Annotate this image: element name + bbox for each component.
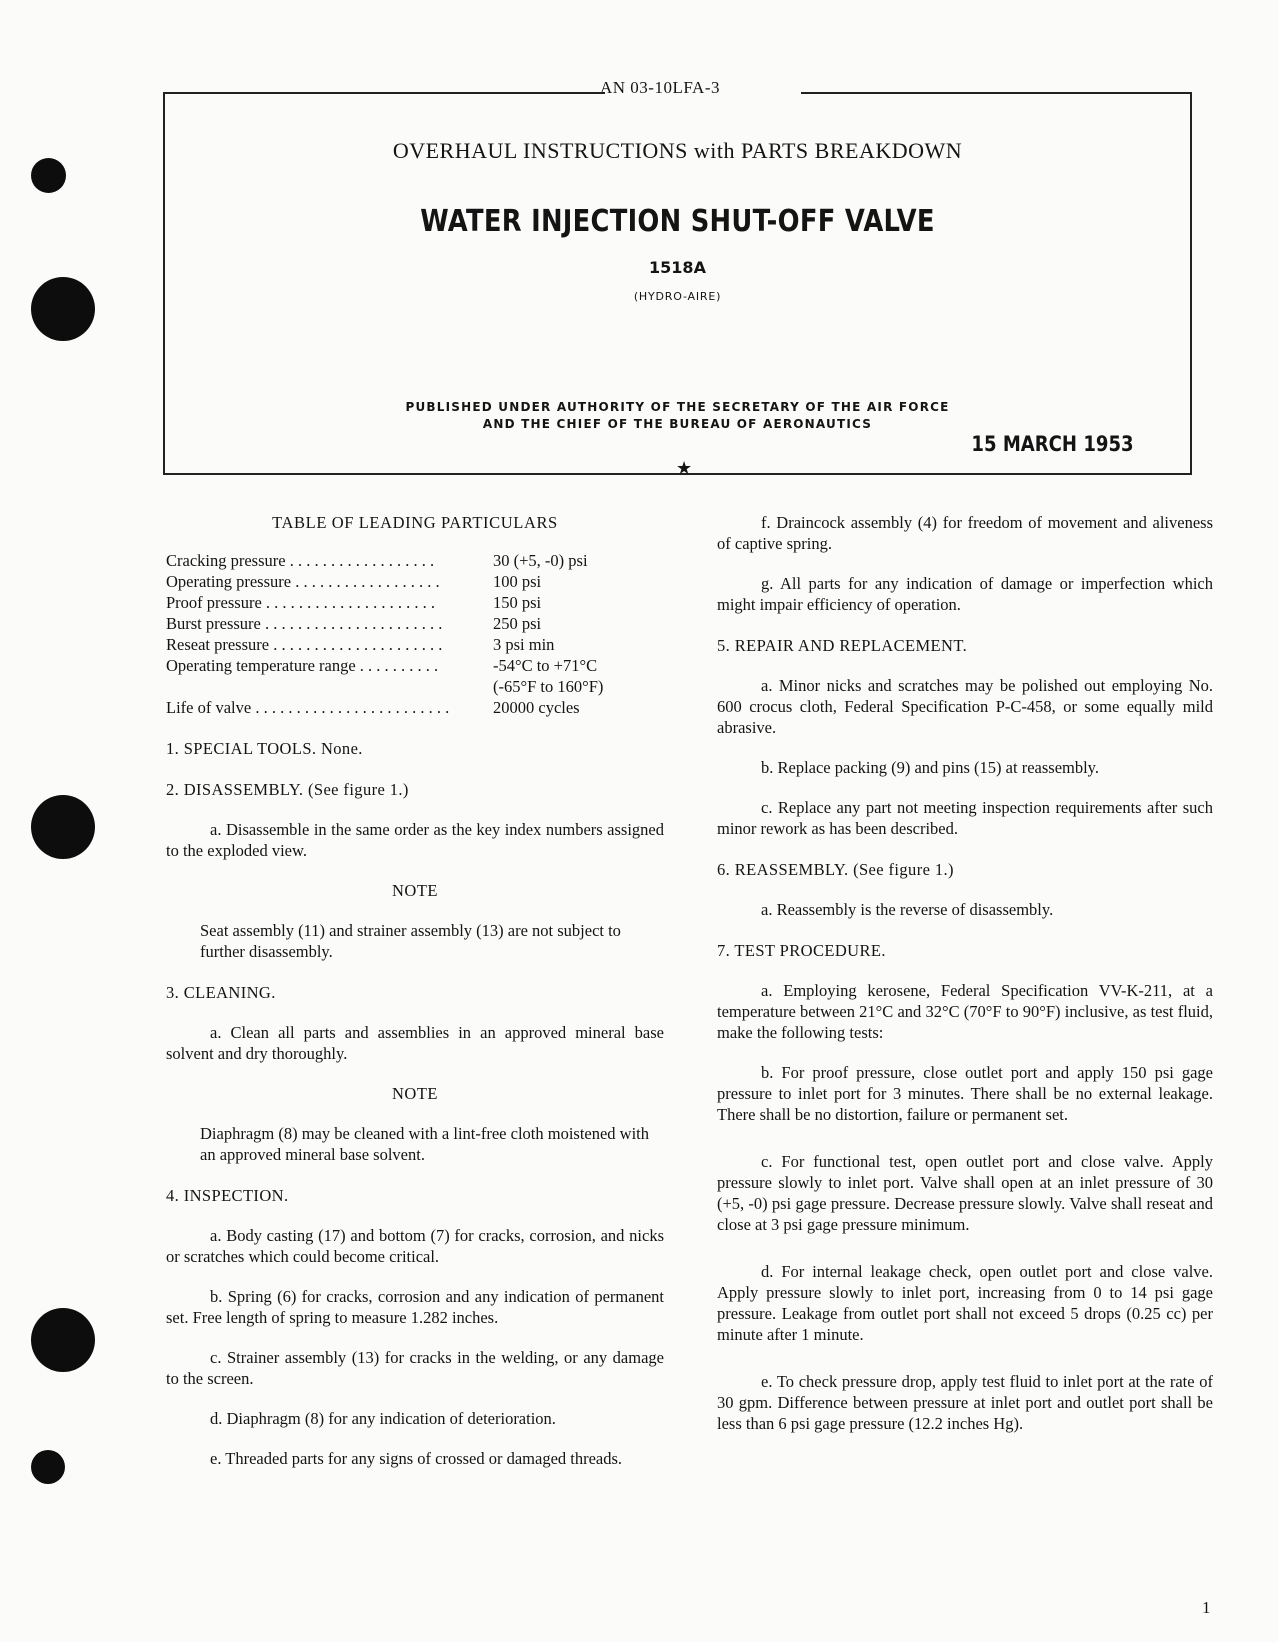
note-text: Seat assembly (11) and strainer assembly (13) are not subject to further disassembly.: [200, 921, 621, 961]
publication-date: 15 MARCH 1953: [971, 432, 1134, 456]
left-column: [166, 512, 664, 1469]
particulars-row: [166, 592, 664, 613]
authority-line: AND THE CHIEF OF THE BUREAU OF AERONAUTICS: [482, 417, 873, 431]
paragraph: a. Minor nicks and scratches may be polished out employing No. 600 crocus cloth, Federal Specification P-C-458, or some equally mild abrasive.: [717, 676, 1213, 737]
particulars-value: 100 psi: [493, 572, 542, 591]
binder-hole: [31, 158, 66, 193]
page-number: 1: [1202, 1598, 1211, 1617]
title-block: [163, 94, 1192, 475]
section-heading: 3. CLEANING.: [166, 983, 276, 1002]
note-heading: NOTE: [392, 1084, 438, 1103]
particulars-value: 20000 cycles: [493, 698, 580, 717]
particulars-value: 150 psi: [493, 593, 542, 612]
binder-hole: [31, 1450, 65, 1484]
section-heading: 4. INSPECTION.: [166, 1186, 289, 1205]
particulars-value: (-65°F to 160°F): [493, 677, 604, 696]
particulars-table: [166, 550, 664, 718]
document-subtitle: OVERHAUL INSTRUCTIONS with PARTS BREAKDOWN: [392, 138, 963, 163]
note-text: Diaphragm (8) may be cleaned with a lint-free cloth moistened with an approved mineral base solvent.: [200, 1124, 650, 1164]
paragraph: g. All parts for any indication of damage or imperfection which might impair efficiency of operation.: [717, 574, 1213, 614]
particulars-value: -54°C to +71°C: [493, 656, 598, 675]
right-column: [717, 512, 1213, 1434]
section-heading: 5. REPAIR AND REPLACEMENT.: [717, 636, 968, 655]
particulars-label: [166, 676, 493, 697]
authority-line: PUBLISHED UNDER AUTHORITY OF THE SECRETARY OF THE AIR FORCE: [405, 400, 950, 414]
paragraph: b. Spring (6) for cracks, corrosion and any indication of permanent set. Free length of spring to measure 1.282 inches.: [166, 1287, 664, 1327]
section-heading: 2. DISASSEMBLY. (See figure 1.): [166, 780, 409, 799]
paragraph: c. For functional test, open outlet port and close valve. Apply pressure slowly to inlet port. Valve shall open at an inlet pressure of 30 (+5, -0) psi gage pressure. Decrease pressure slowly. Valve shall reseat and close at 3 psi gage pressure minimum.: [717, 1152, 1213, 1234]
note-heading: NOTE: [392, 881, 438, 900]
paragraph: b. For proof pressure, close outlet port and apply 150 psi gage pressure to inlet port for 3 minutes. There shall be no external leakage. There shall be no distortion, failure or permanent set.: [717, 1063, 1213, 1124]
title-block-border: [801, 92, 1192, 94]
particulars-value: 250 psi: [493, 614, 542, 633]
paragraph: a. Employing kerosene, Federal Specification VV-K-211, at a temperature between 21°C and 32°C (70°F to 90°F) inclusive, as test fluid, make the following tests:: [717, 981, 1213, 1042]
particulars-label: Reseat pressure . . . . . . . . . . . . . . . . . . . . .: [166, 635, 443, 654]
particulars-row: [166, 550, 664, 571]
particulars-label: Life of valve . . . . . . . . . . . . . . . . . . . . . . . .: [166, 698, 450, 717]
paragraph: a. Reassembly is the reverse of disassembly.: [761, 900, 1054, 919]
binder-hole: [31, 1308, 95, 1372]
particulars-value: 30 (+5, -0) psi: [493, 551, 588, 570]
particulars-label: Operating pressure . . . . . . . . . . . . . . . . . .: [166, 572, 440, 591]
particulars-value: 3 psi min: [493, 635, 555, 654]
manufacturer: (HYDRO-AIRE): [633, 290, 722, 303]
model-number: 1518A: [649, 258, 706, 277]
paragraph: c. Strainer assembly (13) for cracks in the welding, or any damage to the screen.: [166, 1348, 664, 1388]
binder-hole: [31, 277, 95, 341]
paragraph: d. For internal leakage check, open outlet port and close valve. Apply pressure slowly to inlet port, increasing from 0 to 14 psi gage pressure. Leakage from outlet port shall not exceed 5 drops (0.25 cc) per minute after 1 minute.: [717, 1262, 1213, 1344]
section-heading: 6. REASSEMBLY. (See figure 1.): [717, 860, 954, 879]
particulars-row: [166, 655, 664, 676]
section-heading: 7. TEST PROCEDURE.: [717, 941, 886, 960]
particulars-label: Cracking pressure . . . . . . . . . . . . . . . . . .: [166, 551, 435, 570]
authority-statement: [165, 399, 1190, 433]
paragraph: d. Diaphragm (8) for any indication of deterioration.: [210, 1409, 556, 1428]
paragraph: a. Clean all parts and assemblies in an approved mineral base solvent and dry thoroughly.: [166, 1023, 664, 1063]
particulars-label: Burst pressure . . . . . . . . . . . . . . . . . . . . . .: [166, 614, 443, 633]
paragraph: a. Body casting (17) and bottom (7) for cracks, corrosion, and nicks or scratches which could become critical.: [166, 1226, 664, 1266]
particulars-row: [166, 613, 664, 634]
particulars-heading: TABLE OF LEADING PARTICULARS: [272, 513, 558, 532]
document-number: AN 03-10LFA-3: [600, 78, 720, 97]
paragraph: e. Threaded parts for any signs of crossed or damaged threads.: [210, 1449, 623, 1468]
binder-hole: [31, 795, 95, 859]
paragraph: c. Replace any part not meeting inspection requirements after such minor rework as has been described.: [717, 798, 1213, 838]
particulars-row: [166, 697, 664, 718]
paragraph: e. To check pressure drop, apply test fluid to inlet port at the rate of 30 gpm. Difference between pressure at inlet port and outlet port shall be less than 6 psi gage pressure (12.2 inches Hg).: [717, 1372, 1213, 1433]
particulars-row: [166, 571, 664, 592]
document-title: WATER INJECTION SHUT-OFF VALVE: [420, 204, 935, 239]
paragraph: b. Replace packing (9) and pins (15) at reassembly.: [761, 758, 1099, 777]
title-block-border: [163, 92, 605, 94]
star-icon: ★: [676, 458, 693, 479]
particulars-row: [166, 676, 664, 697]
particulars-label: Proof pressure . . . . . . . . . . . . . . . . . . . . .: [166, 593, 436, 612]
section-heading: 1. SPECIAL TOOLS. None.: [166, 739, 363, 758]
particulars-label: Operating temperature range . . . . . . . . . .: [166, 656, 439, 675]
paragraph: a. Disassemble in the same order as the key index numbers assigned to the exploded view.: [166, 820, 664, 860]
paragraph: f. Draincock assembly (4) for freedom of movement and aliveness of captive spring.: [717, 513, 1213, 553]
particulars-row: [166, 634, 664, 655]
